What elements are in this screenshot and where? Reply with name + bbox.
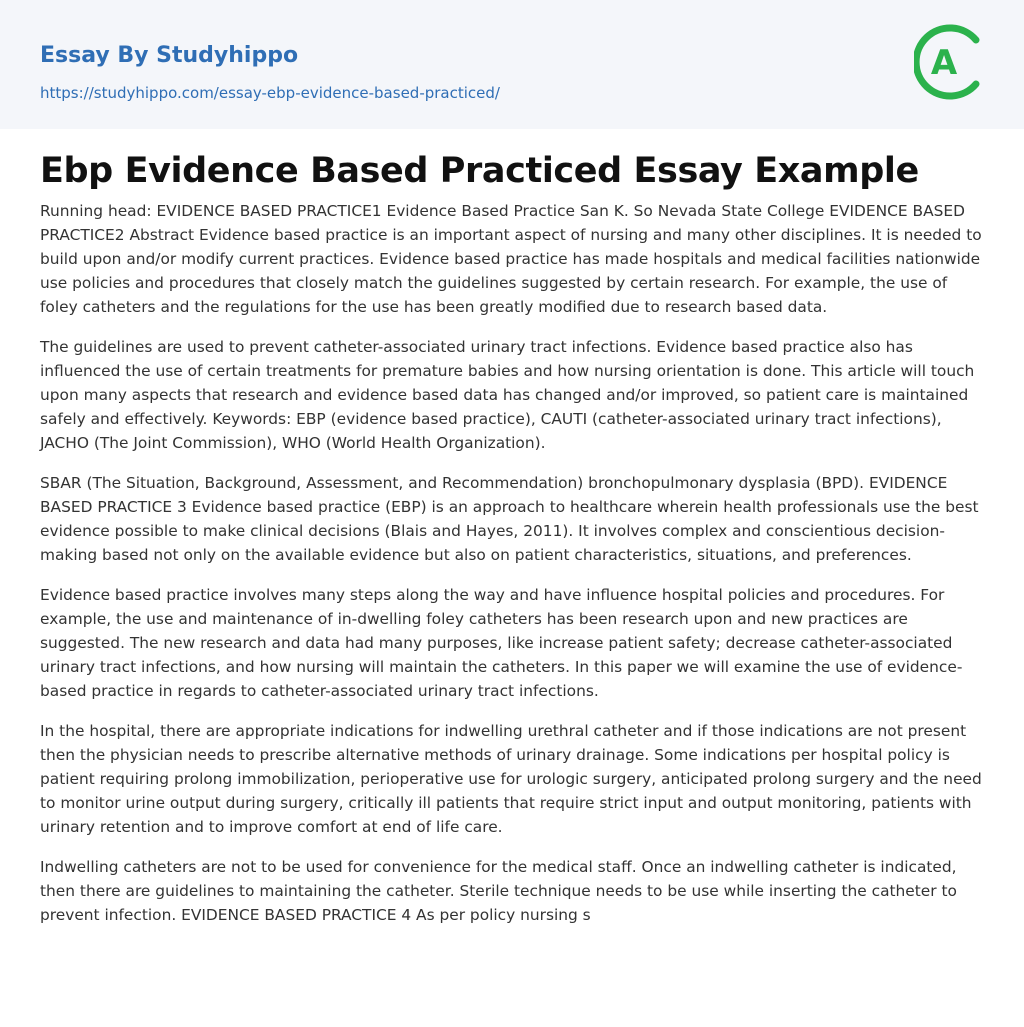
page-title: Ebp Evidence Based Practiced Essay Example	[40, 151, 919, 191]
essay-paragraph-2: The guidelines are used to prevent catheter-associated urinary tract infections. Evidence based practice also has influenced the use of certain treatments for premature babies and how nursing orientation is done. This article will touch upon many aspects that research and evidence based data has changed and/or improved, so patient care is maintained safely and effectively. Keywords: EBP (evidence based practice), CAUTI (catheter-associated urinary tract infections), JACHO (The Joint Commission), WHO (World Health Organization).	[40, 338, 975, 452]
essay-paragraph-3: SBAR (The Situation, Background, Assessment, and Recommendation) bronchopulmonary dysplasia (BPD). EVIDENCE BASED PRACTICE 3 Evidence based practice (EBP) is an approach to healthcare wherein health professionals use the best evidence possible to make clinical decisions (Blais and Hayes, 2011). It involves complex and conscientious decision-making based not only on the available evidence but also on patient characteristics, situations, and preferences.	[40, 474, 979, 564]
essay-paragraph-6: Indwelling catheters are not to be used for convenience for the medical staff. Once an indwelling catheter is indicated, then there are guidelines to maintaining the catheter. Sterile technique needs to be use while inserting the catheter to prevent infection. EVIDENCE BASED PRACTICE 4 As per policy nursing s	[40, 858, 957, 924]
studyhippo-logo-icon[interactable]	[914, 18, 986, 106]
site-header	[0, 0, 1024, 129]
essay-content	[0, 149, 1024, 927]
essay-url-link[interactable]: https://studyhippo.com/essay-ebp-evidence-based-practiced/	[40, 84, 500, 102]
essay-paragraph-4: Evidence based practice involves many steps along the way and have influence hospital policies and procedures. For example, the use and maintenance of in-dwelling foley catheters has been research upon and new practices are suggested. The new research and data had many purposes, like increase patient safety; decrease catheter-associated urinary tract infections, and how nursing will maintain the catheters. In this paper we will examine the use of evidence-based practice in regards to catheter-associated urinary tract infections.	[40, 586, 963, 700]
essay-paragraph-1: Running head: EVIDENCE BASED PRACTICE1 Evidence Based Practice San K. So Nevada State College EVIDENCE BASED PRACTICE2 Abstract Evidence based practice is an important aspect of nursing and many other disciplines. It is needed to build upon and/or modify current practices. Evidence based practice has made hospitals and medical facilities nationwide use policies and procedures that closely match the guidelines suggested by certain research. For example, the use of foley catheters and the regulations for the use has been greatly modified due to research based data.	[40, 202, 982, 316]
brand-title[interactable]: Essay By Studyhippo	[40, 43, 299, 68]
essay-paragraph-5: In the hospital, there are appropriate indications for indwelling urethral catheter and if those indications are not present then the physician needs to prescribe alternative methods of urinary drainage. Some indications per hospital policy is patient requiring prolong immobilization, perioperative use for urologic surgery, anticipated prolong surgery and the need to monitor urine output during surgery, critically ill patients that require strict input and output monitoring, patients with urinary retention and to improve comfort at end of life care.	[40, 722, 982, 836]
logo-letter: A	[930, 43, 958, 83]
